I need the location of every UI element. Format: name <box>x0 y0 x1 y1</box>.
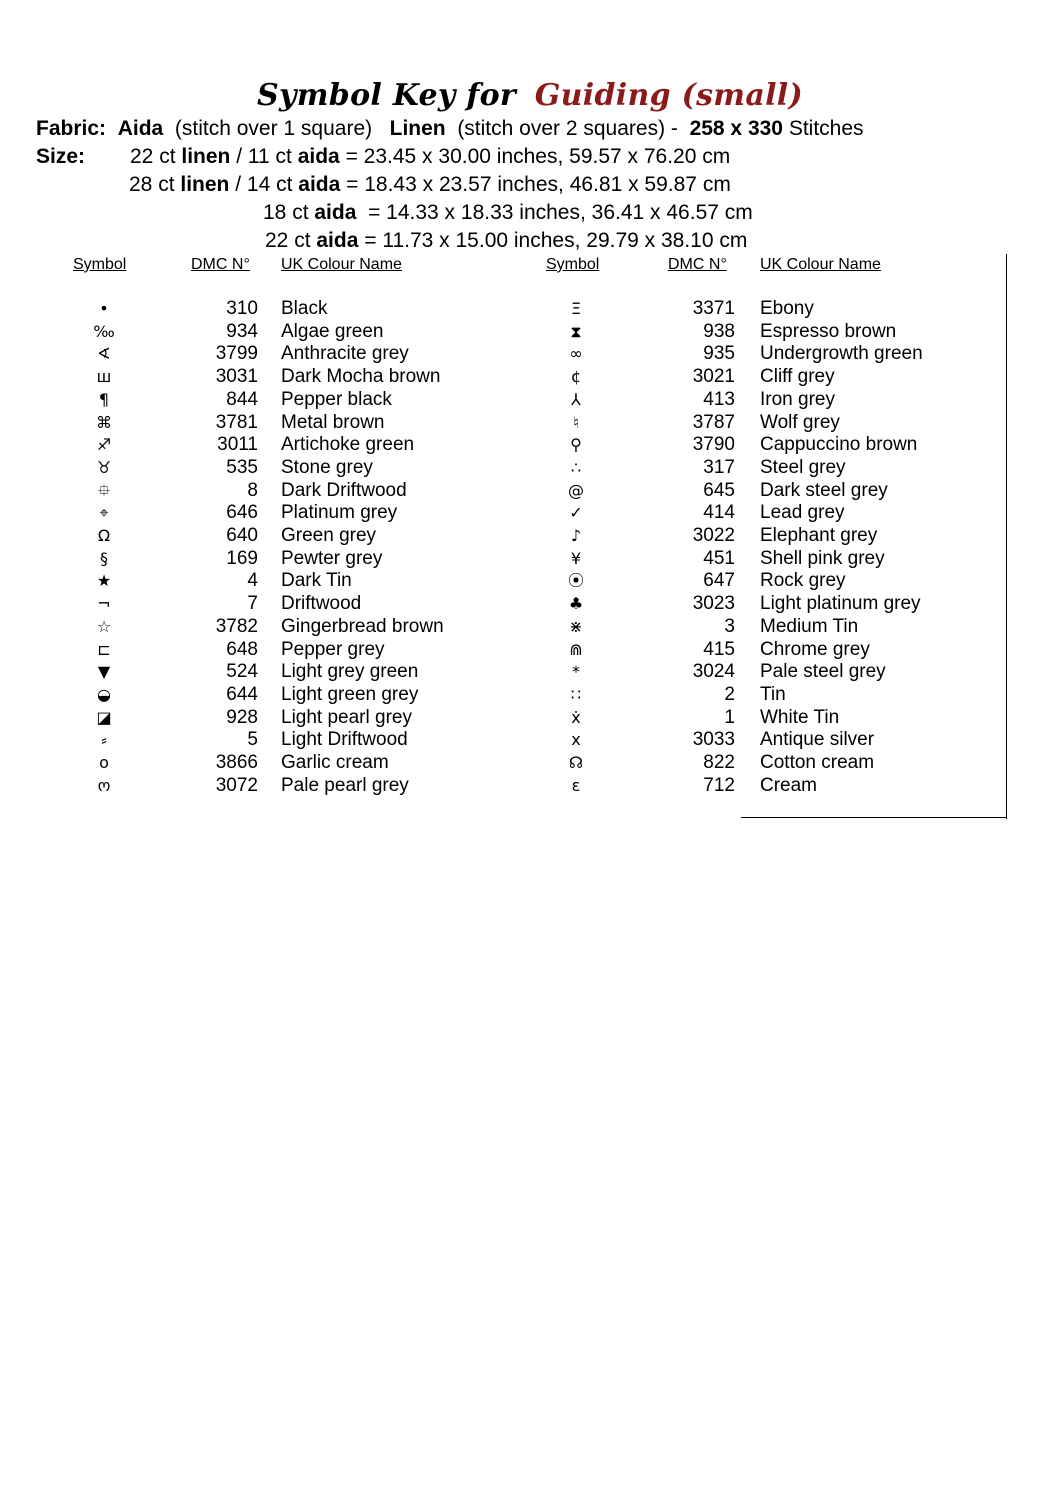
size-line-1 <box>130 144 730 170</box>
colour-name: Light green grey <box>281 683 419 705</box>
stitch-word: Stitches <box>788 117 864 140</box>
table-row <box>0 456 1000 479</box>
colour-name: Chrome grey <box>760 638 870 660</box>
table-row <box>0 683 1000 706</box>
colour-name: Stone grey <box>281 456 373 478</box>
dmc-number: 3781 <box>215 411 258 433</box>
size-2-mid: / 14 ct <box>229 173 299 196</box>
x-dots-icon: ẋ <box>571 707 581 727</box>
dmc-number: 2 <box>724 683 735 705</box>
size-1-count: 22 ct <box>130 145 182 168</box>
dmc-number: 1 <box>724 706 735 728</box>
title-pattern-name: Guiding (small) <box>534 78 803 113</box>
slash-dot-icon: ⸗ <box>101 730 107 750</box>
table-row <box>0 751 1000 774</box>
colour-name: Light pearl grey <box>281 706 412 728</box>
colour-name: Lead grey <box>760 502 845 524</box>
arch-icon: ⋒ <box>569 639 583 659</box>
size-4-count: 22 ct <box>265 229 317 252</box>
command-icon: ⌘ <box>96 412 112 432</box>
table-row <box>0 524 1000 547</box>
dmc-number: 169 <box>226 547 258 569</box>
dmc-number: 3782 <box>215 615 258 637</box>
table-row <box>0 569 1000 592</box>
dmc-number: 3024 <box>692 661 735 683</box>
table-row <box>0 479 1000 502</box>
four-dots-icon: ∷ <box>570 684 582 704</box>
dmc-number: 3031 <box>215 366 258 388</box>
dmc-number: 5 <box>247 729 258 751</box>
sagittarius-icon: ♐ <box>96 435 112 455</box>
dmc-number: 3371 <box>692 298 735 319</box>
white-star-icon: ☆ <box>96 616 112 636</box>
taurus-icon: ♉ <box>96 457 112 477</box>
colour-name: Green grey <box>281 525 377 546</box>
dmc-number: 317 <box>703 456 735 478</box>
colour-name: Elephant grey <box>760 525 878 546</box>
dmc-number: 3 <box>724 615 735 637</box>
hourglass-icon: ⧗ <box>570 321 582 341</box>
stitch-count: 258 x 330 <box>689 117 783 140</box>
colour-name: Metal brown <box>281 411 385 433</box>
dmc-number: 645 <box>703 479 735 501</box>
colour-name: Pale steel grey <box>760 661 886 683</box>
table-row <box>0 501 1000 524</box>
dmc-number: 413 <box>703 388 735 410</box>
size-3-aida: aida <box>314 201 357 224</box>
dmc-number: 4 <box>247 570 258 592</box>
dmc-number: 3790 <box>692 434 735 456</box>
dmc-number: 640 <box>226 525 258 546</box>
colour-name: Anthracite grey <box>281 343 409 365</box>
dmc-number: 644 <box>226 683 258 705</box>
dmc-number: 3799 <box>215 343 258 365</box>
dmc-number: 928 <box>226 706 258 728</box>
omega-icon: Ω <box>97 526 111 545</box>
dmc-number: 938 <box>703 320 735 342</box>
dmc-number: 415 <box>703 638 735 660</box>
colour-name: Pale pearl grey <box>281 774 409 796</box>
dmc-number: 3866 <box>215 752 258 773</box>
colour-name: Driftwood <box>281 593 362 615</box>
colour-name: Algae green <box>281 320 384 342</box>
dmc-number: 3011 <box>217 434 258 456</box>
size-1-dims: = 23.45 x 30.00 inches, 59.57 x 76.20 cm <box>339 145 731 168</box>
size-1-linen: linen <box>181 145 231 168</box>
size-4-aida: aida <box>316 229 359 252</box>
table-row <box>0 774 1000 797</box>
colour-name: Iron grey <box>760 388 835 410</box>
half-square-icon: ◪ <box>96 707 112 727</box>
dmc-number: 3033 <box>692 729 735 751</box>
colour-name: Rock grey <box>760 570 846 592</box>
colour-name: Pepper black <box>281 388 392 410</box>
fabric-line <box>36 116 864 142</box>
colour-name: Light grey green <box>281 661 419 683</box>
star-x-icon: ⋇ <box>569 616 583 636</box>
table-row <box>0 660 1000 683</box>
colour-name: Cliff grey <box>760 366 835 388</box>
corner-icon: ¬ <box>97 594 111 614</box>
colour-name: Artichoke green <box>281 434 415 456</box>
check-icon: ✓ <box>569 503 583 523</box>
club-icon: ♣ <box>568 594 584 614</box>
dmc-number: 310 <box>226 298 258 319</box>
colour-name: Pepper grey <box>281 638 385 660</box>
m-curl-icon: ო <box>97 775 111 795</box>
table-row <box>0 592 1000 615</box>
colour-name: Pewter grey <box>281 547 383 569</box>
half-circle-icon: ◒ <box>97 684 111 704</box>
size-4-dims: = 11.73 x 15.00 inches, 29.79 x 38.10 cm <box>358 229 748 252</box>
left-header-dmc: DMC N° <box>191 256 250 273</box>
dmc-number: 935 <box>703 343 735 365</box>
section-icon: § <box>100 548 108 568</box>
fabric-aida: Aida <box>117 117 164 140</box>
colour-name: Medium Tin <box>760 615 859 637</box>
fabric-linen-note: (stitch over 2 squares) - <box>457 117 678 140</box>
colour-name: Dark Mocha brown <box>281 366 441 388</box>
star-box-icon: ⯐ <box>97 480 110 500</box>
title-prefix: Symbol Key for <box>257 78 517 113</box>
dmc-number: 414 <box>703 502 735 524</box>
colour-name: Light platinum grey <box>760 593 921 615</box>
right-border-line <box>1006 254 1007 819</box>
colour-name: Steel grey <box>760 456 846 478</box>
size-3-count: 18 ct <box>263 201 315 224</box>
size-line-2 <box>129 172 731 198</box>
colour-name: Dark Tin <box>281 570 352 592</box>
right-header-dmc: DMC N° <box>668 256 727 273</box>
colour-name: Cappuccino brown <box>760 434 918 456</box>
table-row <box>0 365 1000 388</box>
fabric-label: Fabric: <box>36 117 107 140</box>
note-icon: ♪ <box>570 526 582 545</box>
fork-icon: ⊏ <box>97 639 111 659</box>
size-2-aida: aida <box>298 173 341 196</box>
bullseye-icon: ⦿ <box>567 571 584 591</box>
colour-name: Wolf grey <box>760 411 840 433</box>
colour-name: Cotton cream <box>760 752 875 773</box>
crosshair-icon: ⌖ <box>99 503 109 523</box>
colour-name: Tin <box>760 683 786 705</box>
table-row <box>0 297 1000 320</box>
pilcrow-icon: ¶ <box>98 389 110 409</box>
size-2-dims: = 18.43 x 23.57 inches, 46.81 x 59.87 cm <box>340 173 731 196</box>
table-row <box>0 388 1000 411</box>
infinity-icon: ∞ <box>569 344 583 364</box>
size-line-4 <box>265 228 747 254</box>
size-1-mid: / 11 ct <box>230 145 298 168</box>
colour-name: Antique silver <box>760 729 875 751</box>
dmc-number: 844 <box>226 388 258 410</box>
dmc-number: 712 <box>703 774 735 796</box>
size-1-aida: aida <box>297 145 340 168</box>
dmc-number: 3787 <box>692 411 735 433</box>
neuter-icon: ⚲ <box>570 435 582 455</box>
size-3-dims: = 14.33 x 18.33 inches, 36.41 x 46.57 cm <box>356 201 753 224</box>
left-header-name: UK Colour Name <box>281 256 402 273</box>
xi-box-icon: Ξ <box>570 299 582 318</box>
colour-name: Cream <box>760 774 818 796</box>
natural-icon: ♮ <box>573 412 579 432</box>
right-header-symbol: Symbol <box>546 256 600 273</box>
colour-name: Gingerbread brown <box>281 615 444 637</box>
asterisk-icon: * <box>572 662 580 682</box>
colour-name: Ebony <box>760 298 814 319</box>
size-2-linen: linen <box>180 173 230 196</box>
black-star-icon: ★ <box>96 571 112 591</box>
dot-icon: • <box>99 299 109 318</box>
table-row <box>0 320 1000 343</box>
dmc-number: 648 <box>226 638 258 660</box>
yen-icon: ¥ <box>570 548 582 568</box>
colour-name: White Tin <box>760 706 840 728</box>
size-label: Size: <box>36 145 86 168</box>
dmc-number: 934 <box>226 320 258 342</box>
page-title <box>0 78 1060 113</box>
dmc-number: 3022 <box>692 525 735 546</box>
per-mille-icon: ‰ <box>93 321 115 341</box>
size-line-3 <box>263 200 753 226</box>
bottom-border-line <box>741 817 1007 818</box>
dmc-number: 451 <box>703 547 735 569</box>
colour-name: Dark Driftwood <box>281 479 407 501</box>
x-icon: x <box>571 730 581 750</box>
dmc-number: 3021 <box>692 366 735 388</box>
colour-name: Light Driftwood <box>281 729 408 751</box>
angle-icon: ∢ <box>97 344 111 364</box>
at-icon: @ <box>568 480 584 500</box>
dmc-number: 3072 <box>215 774 258 796</box>
dmc-number: 822 <box>703 752 735 773</box>
right-header-name: UK Colour Name <box>760 256 881 273</box>
dmc-number: 524 <box>226 661 258 683</box>
left-header-symbol: Symbol <box>73 256 127 273</box>
colour-name: Platinum grey <box>281 502 398 524</box>
table-row <box>0 728 1000 751</box>
dmc-number: 647 <box>703 570 735 592</box>
circle-o-icon: o <box>99 753 109 772</box>
cent-icon: ¢ <box>570 367 582 387</box>
ascending-node-icon: ☊ <box>568 753 584 772</box>
triangle-down-icon: ▼ <box>97 662 111 682</box>
colour-name: Shell pink grey <box>760 547 885 569</box>
table-row <box>0 547 1000 570</box>
table-row <box>0 433 1000 456</box>
fabric-aida-note: (stitch over 1 square) <box>174 117 373 140</box>
colour-name: Undergrowth green <box>760 343 923 365</box>
dmc-number: 646 <box>226 502 258 524</box>
lambda-up-icon: ⅄ <box>571 389 581 409</box>
dmc-number: 535 <box>226 456 258 478</box>
size-2-count: 28 ct <box>129 173 181 196</box>
sha-icon: ш <box>96 367 112 387</box>
dmc-number: 8 <box>247 479 258 501</box>
colour-name: Black <box>281 298 328 319</box>
colour-name: Espresso brown <box>760 320 897 342</box>
fabric-linen: Linen <box>389 117 446 140</box>
epsilon-icon: ε <box>571 775 581 795</box>
table-row <box>0 706 1000 729</box>
table-row <box>0 638 1000 661</box>
colour-name: Garlic cream <box>281 752 389 773</box>
table-row <box>0 615 1000 638</box>
therefore-icon: ∴ <box>570 457 582 477</box>
dmc-number: 7 <box>247 593 258 615</box>
table-row <box>0 411 1000 434</box>
table-row <box>0 342 1000 365</box>
colour-name: Dark steel grey <box>760 479 888 501</box>
dmc-number: 3023 <box>692 593 735 615</box>
